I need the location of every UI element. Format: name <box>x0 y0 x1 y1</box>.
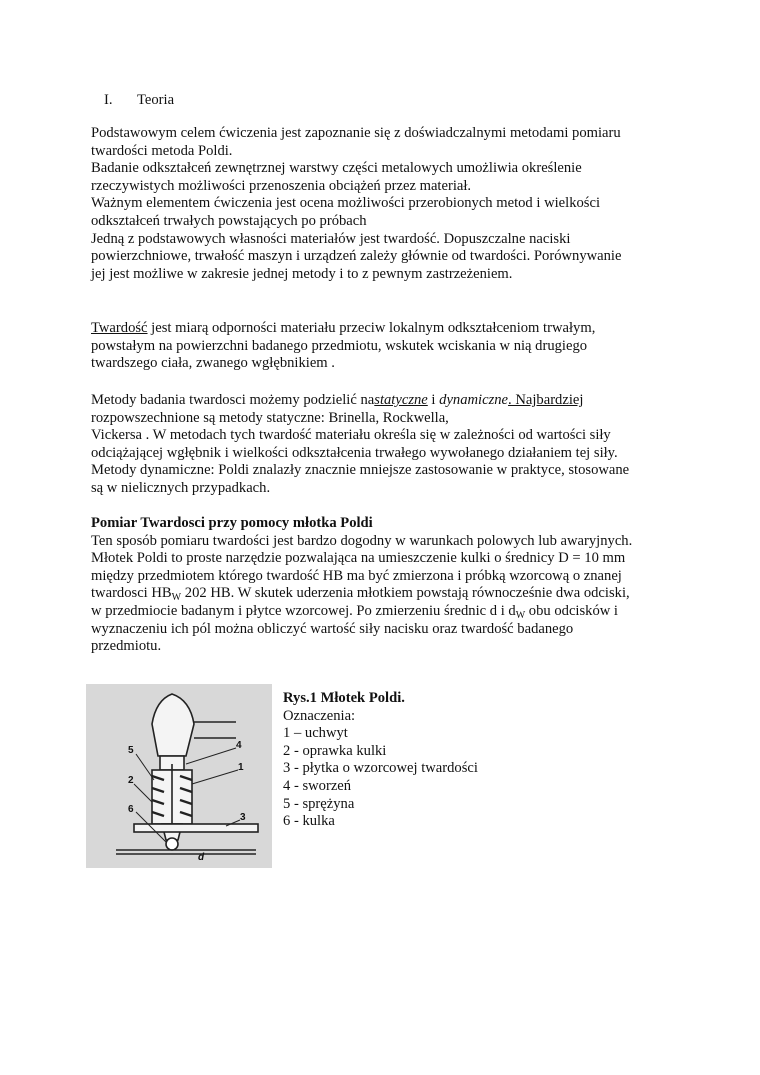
text-line: twardszego ciała, zwanego wgłębnikiem . <box>91 355 335 372</box>
text-line: Badanie odkształceń zewnętrznej warstwy części metalowych umożliwia określenie <box>91 160 582 177</box>
poldi-section <box>91 515 676 656</box>
methods-paragraph <box>91 392 676 498</box>
label-3: 3 <box>240 812 246 823</box>
legend-item: 4 - sworzeń <box>283 777 352 794</box>
text-run: . Najbardziej <box>508 392 584 408</box>
text-line: są w nielicznych przypadkach. <box>91 479 271 496</box>
text-line: Jedną z podstawowych własności materiałów jest twardość. Dopuszczalne naciski <box>91 230 571 247</box>
legend-item: 2 - oprawka kulki <box>283 742 387 759</box>
text-line: rzeczywistych możliwości przenoszenia obciążeń przez materiał. <box>91 177 472 194</box>
text-run: obu odcisków i <box>525 602 618 619</box>
ball-shape <box>166 838 178 850</box>
text-line: Ważnym elementem ćwiczenia jest ocena możliwości przerobionych metod i wielkości <box>91 195 601 212</box>
subscript: W <box>515 609 526 621</box>
legend-item: 1 – uchwyt <box>283 725 348 742</box>
label-1: 1 <box>238 762 244 773</box>
subsection-heading: Pomiar Twardosci przy pomocy młotka Poldi <box>91 515 373 531</box>
hammer-head-shape <box>152 694 194 756</box>
text-line: wyznaczeniu ich pól można obliczyć wartość siły nacisku oraz twardość badanego <box>91 620 574 637</box>
leader-line <box>136 754 154 780</box>
text-line: odciążającej wgłębnik i wielkości odkształcenia trwałego wywołanego działaniem tej siły. <box>91 444 618 461</box>
text-line: Młotek Poldi to proste narzędzie pozwalająca na umieszczenie kulki o średnicy D = 10 mm <box>91 550 626 567</box>
text-run: i <box>427 392 440 408</box>
text-run: twardosci HB <box>91 585 172 602</box>
text-run: w przedmiocie badanym i płytce wzorcowej. Po zmierzeniu średnic d i d <box>91 602 516 619</box>
definition-text: jest miarą odporności materiału przeciw lokalnym odkształceniom trwałym, <box>147 320 596 336</box>
static-term: statyczne <box>374 392 428 408</box>
label-6: 6 <box>128 804 134 815</box>
text-line <box>91 392 676 410</box>
intro-paragraph <box>91 125 676 283</box>
caption-title: Rys.1 Młotek Poldi. <box>283 690 405 706</box>
text-line: między przedmiotem którego twardość HB ma być zmierzona i próbką wzorcową o znanej <box>91 567 622 584</box>
text-line: jej jest możliwe w zakresie jednej metody i to z pewnym zastrzeżeniem. <box>91 265 513 282</box>
label-5: 5 <box>128 745 134 756</box>
text-line <box>91 585 676 603</box>
section-heading <box>104 92 175 110</box>
text-line: Ten sposób pomiaru twardości jest bardzo dogodny w warunkach polowych lub awaryjnych. <box>91 532 633 549</box>
definition-paragraph <box>91 320 676 373</box>
label-4: 4 <box>236 740 242 751</box>
legend-title: Oznaczenia: <box>283 707 356 724</box>
text-line: Metody dynamiczne: Poldi znalazły znacznie mniejsze zastosowanie w praktyce, stosowane <box>91 462 630 479</box>
poldi-hammer-drawing <box>86 684 272 868</box>
text-line: rozpowszechnione są metody statyczne: Brinella, Rockwella, <box>91 409 449 426</box>
label-2: 2 <box>128 775 134 786</box>
label-d: d <box>198 852 205 863</box>
text-run: Metody badania twardosci możemy podzielić na <box>91 392 375 408</box>
text-line <box>91 320 676 338</box>
figure-caption <box>283 690 583 831</box>
text-line: przedmiotu. <box>91 638 162 655</box>
definition-term: Twardość <box>91 320 148 336</box>
legend-item: 5 - sprężyna <box>283 795 355 812</box>
text-run: 202 HB. W skutek uderzenia młotkiem powstają równocześnie dwa odciski, <box>181 585 630 602</box>
section-title: Teoria <box>137 92 175 108</box>
text-line: powstałym na powierzchni badanego przedmiotu, wskutek wciskania w nią drugiego <box>91 337 588 354</box>
section-number: I. <box>104 92 113 108</box>
legend-item: 6 - kulka <box>283 813 335 830</box>
dynamic-term: dynamiczne <box>439 392 509 408</box>
text-line: powierzchniowe, trwałość maszyn i urządzeń zależy głównie od twardości. Porównywanie <box>91 248 622 265</box>
legend-item: 3 - płytka o wzorcowej twardości <box>283 760 478 777</box>
text-line <box>91 603 676 621</box>
poldi-hammer-figure <box>86 684 272 868</box>
text-line: odkształceń trwałych powstających po próbach <box>91 212 367 229</box>
leader-line <box>134 784 152 802</box>
leader-line <box>186 748 236 764</box>
leader-line <box>192 770 238 784</box>
text-line: twardości metoda Poldi. <box>91 142 233 159</box>
subscript: W <box>171 592 182 604</box>
text-line: Podstawowym celem ćwiczenia jest zapoznanie się z doświadczalnymi metodami pomiaru <box>91 125 621 141</box>
text-line: Vickersa . W metodach tych twardość materiału określa się w zależności od wartości siły <box>91 427 611 444</box>
